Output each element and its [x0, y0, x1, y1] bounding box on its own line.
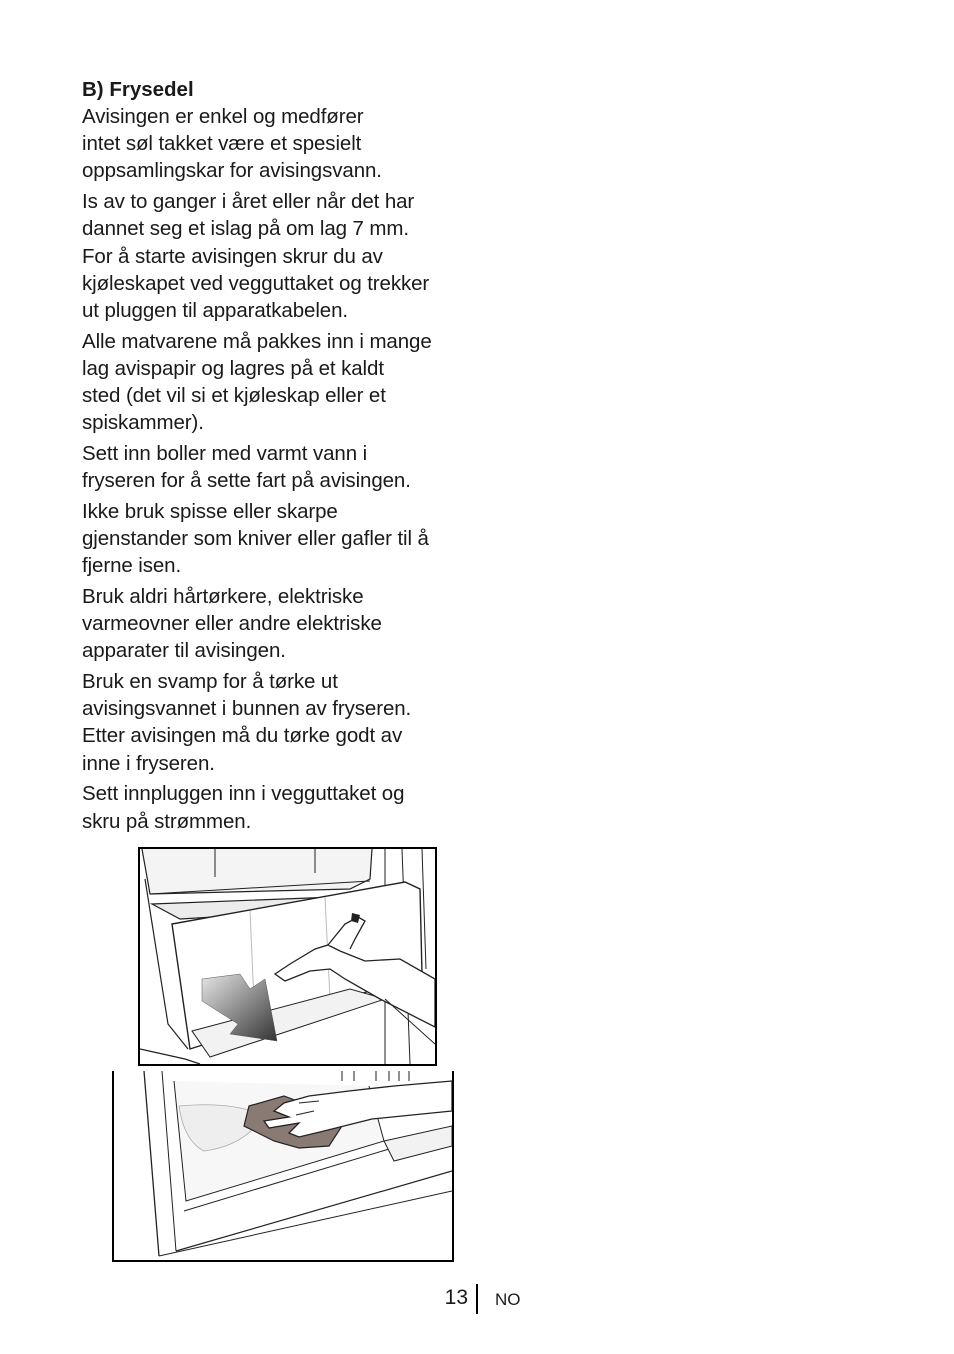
paragraph-line: Alle matvarene må pakkes inn i mange — [82, 329, 432, 353]
paragraph-line: fryseren for å sette fart på avisingen. — [82, 469, 411, 493]
paragraph-line: spiskammer). — [82, 411, 204, 435]
paragraph — [82, 440, 482, 494]
paragraph — [82, 103, 482, 185]
freezer-wipe-illustration — [112, 1071, 454, 1262]
paragraph-line: Etter avisingen må du tørke godt av — [82, 724, 403, 748]
paragraph-line: Sett inn boller med varmt vann i — [82, 441, 368, 465]
paragraph-line: lag avispapir og lagres på et kaldt — [82, 356, 384, 380]
footer-divider — [476, 1284, 478, 1314]
paragraph — [82, 780, 482, 834]
paragraph — [82, 583, 482, 665]
paragraph — [82, 498, 482, 580]
section-heading: B) Frysedel — [82, 78, 194, 101]
paragraph-line: inne i fryseren. — [82, 751, 215, 775]
paragraph — [82, 188, 482, 324]
paragraph-line: Is av to ganger i året eller når det har — [82, 190, 415, 214]
paragraph-line: intet søl takket være et spesielt — [82, 132, 362, 156]
paragraph-line: Bruk en svamp for å tørke ut — [82, 670, 338, 694]
paragraph-line: For å starte avisingen skrur du av — [82, 244, 383, 268]
paragraph-line: Bruk aldri hårtørkere, elektriske — [82, 584, 364, 608]
paragraph-line: fjerne isen. — [82, 554, 182, 578]
paragraph-line: apparater til avisingen. — [82, 639, 286, 663]
paragraph-line: Avisingen er enkel og medfører — [82, 105, 364, 128]
paragraph-line: ut pluggen til apparatkabelen. — [82, 298, 348, 322]
freezer-wipe-cloth-icon — [114, 1071, 452, 1260]
paragraph-line: Ikke bruk spisse eller skarpe — [82, 499, 338, 523]
paragraph-line: Sett innpluggen inn i vegguttaket og — [82, 782, 405, 806]
section-paragraphs — [82, 103, 482, 835]
freezer-drawer-illustration — [138, 847, 437, 1066]
section-content — [82, 76, 482, 838]
paragraph-line: dannet seg et islag på om lag 7 mm. — [82, 217, 409, 241]
language-code: NO — [495, 1290, 521, 1309]
freezer-drawer-pull-icon — [140, 849, 435, 1064]
paragraph-line: skru på strømmen. — [82, 809, 252, 833]
paragraph — [82, 328, 482, 437]
paragraph-line: sted (det vil si et kjøleskap eller et — [82, 384, 386, 408]
paragraph-line: avisingsvannet i bunnen av fryseren. — [82, 697, 412, 721]
paragraph-line: gjenstander som kniver eller gafler til å — [82, 527, 429, 551]
paragraph-line: varmeovner eller andre elektriske — [82, 612, 382, 636]
paragraph-line: kjøleskapet ved vegguttaket og trekker — [82, 271, 430, 295]
paragraph — [82, 668, 482, 777]
page-number: 13 — [444, 1286, 468, 1309]
paragraph-line: oppsamlingskar for avisingsvann. — [82, 159, 382, 183]
